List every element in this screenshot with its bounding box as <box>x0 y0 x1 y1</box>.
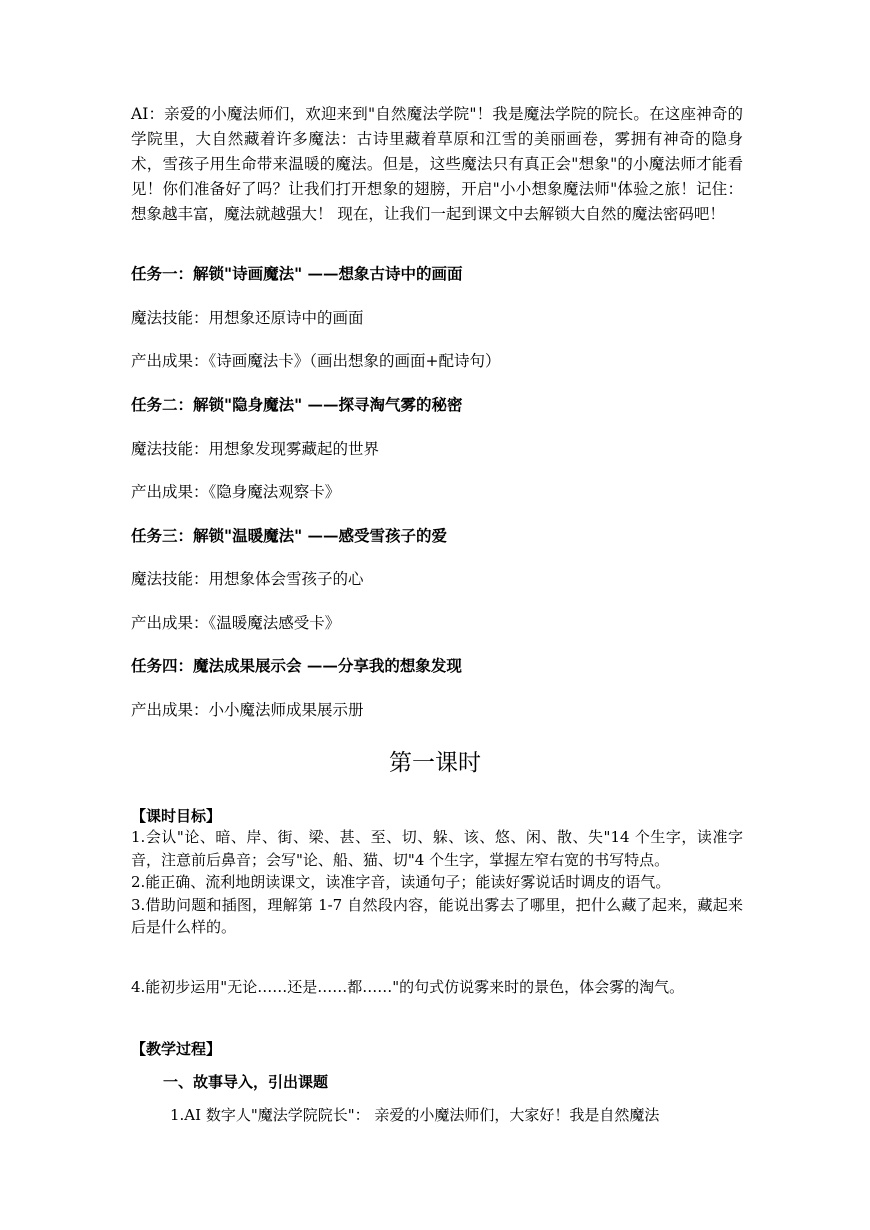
task-3-output: 产出成果：《温暖魔法感受卡》 <box>131 614 341 632</box>
goals-list <box>131 826 743 939</box>
lesson-title: 第一课时 <box>389 750 481 776</box>
task-2-title: 任务二：解锁"隐身魔法" ——探寻淘气雾的秘密 <box>131 395 463 414</box>
goal-1: 1.会认"论、暗、岸、街、梁、甚、至、切、躲、该、悠、闲、散、失"14 个生字，读准字音，注意前后鼻音；会写"论、船、猫、切"4 个生字，掌握左窄右宽的书写特点。 <box>131 828 743 869</box>
task-4-title: 任务四：魔法成果展示会 ——分享我的想象发现 <box>131 656 462 675</box>
task-4-output: 产出成果：小小魔法师成果展示册 <box>131 701 364 719</box>
section-1-heading: 一、故事导入，引出课题 <box>163 1073 329 1091</box>
task-3-skill: 魔法技能：用想象体会雪孩子的心 <box>131 570 364 588</box>
goal-4: 4.能初步运用"无论……还是……都……"的句式仿说雾来时的景色，体会雾的淘气。 <box>131 978 685 996</box>
task-2-skill: 魔法技能：用想象发现雾藏起的世界 <box>131 440 380 458</box>
task-1-output: 产出成果：《诗画魔法卡》（画出想象的画面+配诗句） <box>131 352 501 370</box>
process-heading: 【教学过程】 <box>131 1040 222 1058</box>
intro-paragraph: AI：亲爱的小魔法师们，欢迎来到"自然魔法学院"！我是魔法学院的院长。在这座神奇的学院里，大自然藏着许多魔法：古诗里藏着草原和江雪的美丽画卷，雾拥有神奇的隐身术，雪孩子用生命带来温暖的魔法。但是，这些魔法只有真正会"想象"的小魔法师才能看见！你们准备好了吗？让我们打开想象的翅膀，开启"小小想象魔法师"体验之旅！记住：想象越丰富，魔法就越强大！ 现在，让我们一起到课文中去解锁大自然的魔法密码吧！ <box>131 105 743 223</box>
task-3-title: 任务三：解锁"温暖魔法" ——感受雪孩子的爱 <box>131 526 448 545</box>
step-1-text: 1.AI 数字人"魔法学院院长"： 亲爱的小魔法师们，大家好！我是自然魔法 <box>170 1106 660 1124</box>
task-1-skill: 魔法技能：用想象还原诗中的画面 <box>131 309 364 327</box>
goal-3: 3.借助问题和插图，理解第 1-7 自然段内容，能说出雾去了哪里，把什么藏了起来，藏起来后是什么样的。 <box>131 895 743 936</box>
goals-heading: 【课时目标】 <box>131 807 222 825</box>
goal-2: 2.能正确、流利地朗读课文，读准字音，读通句子；能读好雾说话时调皮的语气。 <box>131 873 671 891</box>
task-1-title: 任务一：解锁"诗画魔法" ——想象古诗中的画面 <box>131 264 463 283</box>
task-2-output: 产出成果：《隐身魔法观察卡》 <box>131 483 341 501</box>
